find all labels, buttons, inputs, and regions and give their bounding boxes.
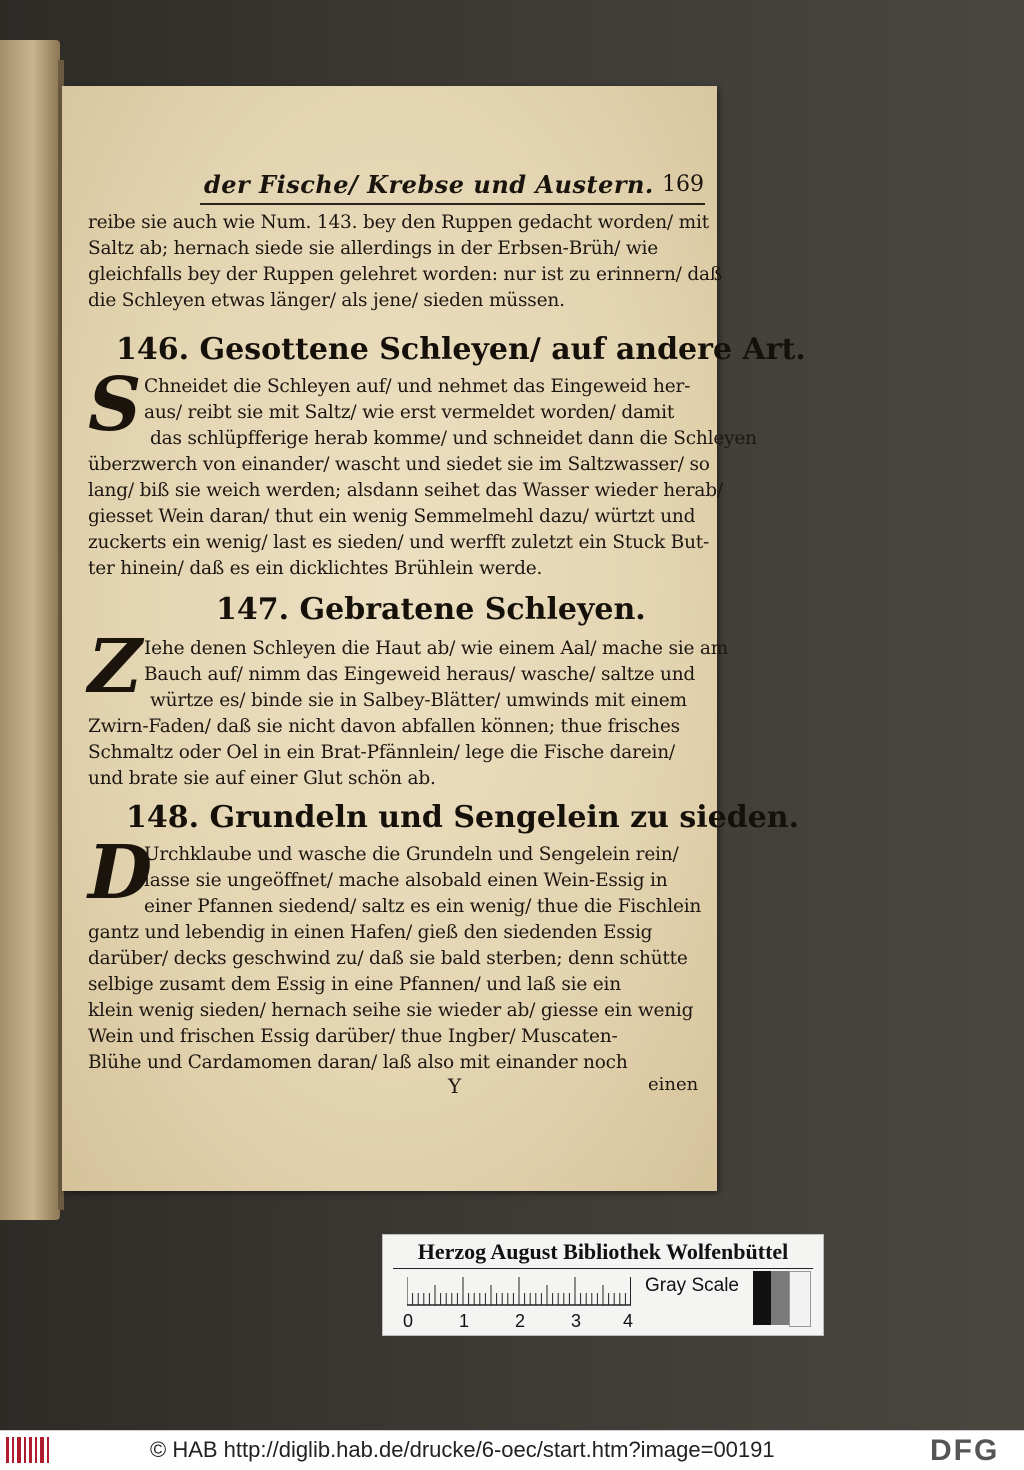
recipe-line: und brate sie auf einer Glut schön ab.: [88, 768, 436, 789]
recipe-line: Iehe denen Schleyen die Haut ab/ wie einem Aal/ mache sie am: [144, 638, 729, 659]
ruler-number: 4: [623, 1311, 634, 1331]
gray-swatch-white: [789, 1271, 811, 1327]
drop-initial: S: [88, 362, 142, 448]
intro-line: reibe sie auch wie Num. 143. bey den Ruppen gedacht worden/ mit: [88, 212, 709, 233]
ruler-number: 1: [459, 1311, 470, 1331]
recipe-line: überzwerch von einander/ wascht und siedet sie im Saltzwasser/ so: [88, 454, 710, 475]
barcode-icon: [6, 1435, 50, 1465]
drop-initial: D: [88, 830, 153, 916]
catchword: einen: [648, 1074, 699, 1095]
recipe-line: Blühe und Cardamomen daran/ laß also mit einander noch: [88, 1052, 628, 1073]
signature-mark: Y: [448, 1074, 462, 1098]
facing-page-edge: [0, 40, 60, 1220]
running-head-title: der Fische/ Krebse und Austern.: [204, 170, 654, 199]
card-title: Herzog August Bibliothek Wolfenbüttel: [417, 1239, 789, 1264]
ruler-number: 3: [571, 1311, 582, 1331]
scale-ruler: [407, 1277, 631, 1307]
gray-scale-label: Gray Scale: [645, 1275, 739, 1296]
footer-bar: [0, 1430, 1024, 1470]
recipe-heading-147: 147. Gebratene Schleyen.: [216, 592, 646, 627]
recipe-line: einer Pfannen siedend/ saltz es ein wenig/ thue die Fischlein: [144, 896, 702, 917]
recipe-line: Chneidet die Schleyen auf/ und nehmet das Eingeweid her-: [144, 376, 691, 397]
recipe-line: lang/ biß sie weich werden; alsdann seihet das Wasser wieder herab/: [88, 480, 723, 501]
page-number: 169: [662, 172, 704, 197]
recipe-line: Urchklaube und wasche die Grundeln und Sengelein rein/: [144, 844, 679, 865]
recipe-line: das schlüpfferige herab komme/ und schneidet dann die Schleyen: [150, 428, 757, 449]
intro-line: Saltz ab; hernach siede sie allerdings in der Erbsen-Brüh/ wie: [88, 238, 658, 259]
recipe-line: Wein und frischen Essig darüber/ thue Ingber/ Muscaten-: [88, 1026, 618, 1047]
gray-swatch-black: [753, 1271, 771, 1325]
ruler-number: 0: [403, 1311, 414, 1331]
gray-swatch-mid: [771, 1271, 789, 1325]
recipe-line: Bauch auf/ nimm das Eingeweid heraus/ wasche/ saltze und: [144, 664, 696, 685]
recipe-line: Schmaltz oder Oel in ein Brat-Pfännlein/ lege die Fische darein/: [88, 742, 675, 763]
recipe-line: selbige zusamt dem Essig in eine Pfannen/ und laß sie ein: [88, 974, 621, 995]
recipe-line: gantz und lebendig in einen Hafen/ gieß den siedenden Essig: [88, 922, 653, 943]
copyright-url[interactable]: © HAB http://diglib.hab.de/drucke/6-oec/start.htm?image=00191: [150, 1437, 775, 1462]
intro-line: gleichfalls bey der Ruppen gelehret worden: nur ist zu erinnern/ daß: [88, 264, 723, 285]
ruler-number: 2: [515, 1311, 526, 1331]
recipe-line: giesset Wein daran/ thut ein wenig Semmelmehl dazu/ würtzt und: [88, 506, 696, 527]
recipe-line: würtze es/ binde sie in Salbey-Blätter/ umwinds mit einem: [150, 690, 687, 711]
recipe-line: klein wenig sieden/ hernach seihe sie wieder ab/ giesse ein wenig: [88, 1000, 694, 1021]
recipe-heading-148: 148. Grundeln und Sengelein zu sieden.: [126, 800, 800, 835]
intro-line: die Schleyen etwas länger/ als jene/ sieden müssen.: [88, 290, 565, 311]
recipe-line: aus/ reibt sie mit Saltz/ wie erst vermeldet worden/ damit: [144, 402, 675, 423]
running-head-rule: [200, 203, 705, 205]
recipe-heading-146: 146. Gesottene Schleyen/ auf andere Art.: [116, 332, 806, 367]
drop-initial: Z: [88, 624, 143, 710]
running-head: [204, 170, 704, 204]
recipe-line: Zwirn-Faden/ daß sie nicht davon abfallen können; thue frisches: [88, 716, 680, 737]
color-calibration-card: [382, 1234, 824, 1336]
recipe-line: ter hinein/ daß es ein dicklichtes Brühlein werde.: [88, 558, 543, 579]
recipe-line: darüber/ decks geschwind zu/ daß sie bald sterben; denn schütte: [88, 948, 688, 969]
dfg-logo: DFG: [930, 1434, 1000, 1467]
recipe-line: zuckerts ein wenig/ last es sieden/ und werfft zuletzt ein Stuck But-: [88, 532, 710, 553]
recipe-line: lasse sie ungeöffnet/ mache alsobald einen Wein-Essig in: [144, 870, 668, 891]
card-title-rule: [393, 1268, 813, 1269]
